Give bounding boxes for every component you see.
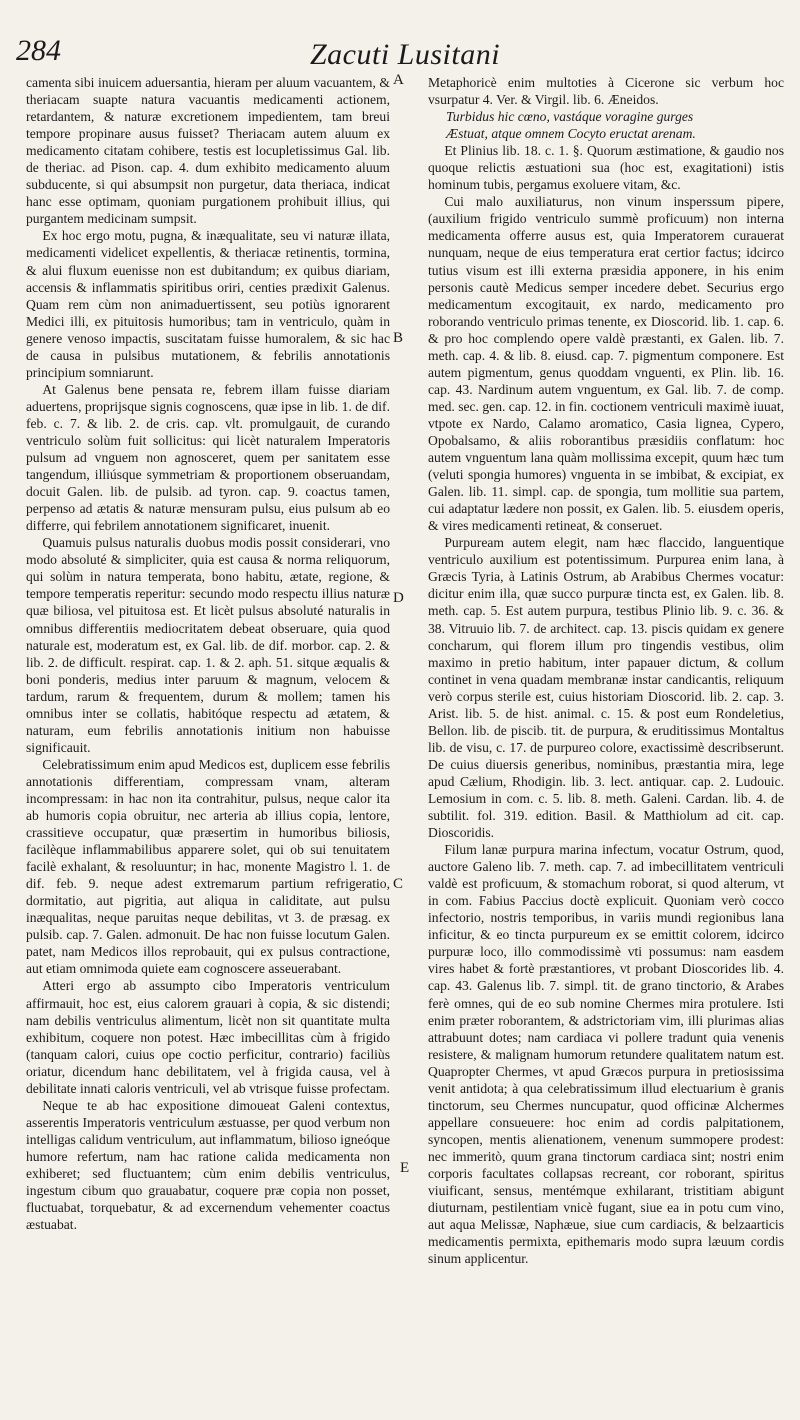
left-text-column [26,74,390,1414]
page-header [0,0,800,70]
left-paragraph: Quamuis pulsus naturalis duobus modis possit considerari, vno modo absoluté & simpliciter, quia est causa & norma reliquorum, qui solùm in natura temperata, bono habitu, ætate, regione, & tempore temperatis reperitur: secundo modo respectu illius naturæ quæ biliosa, vel pituitosa est. Et licèt pulsus absoluté naturalis in omnibus differentiis mediocritatem debeat obseruare, quia quod naturale est, moderatum est, ex Gal. lib. de dif. morbor. cap. 2. & lib. 2. de difficult. respirat. cap. 1. & 2. aph. 51. sitque æqualis & boni ponderis, medius inter paruum & magnum, velocem & tardum, rarum & frequentem, durum & mollem; tamen his omnibus inter se collatis, habitóque respectu ad ætatem, & naturam, eum febrilis annotationis initium non habuisse significauit. [26,535,390,755]
left-paragraph: Atteri ergo ab assumpto cibo Imperatoris ventriculum affirmauit, hoc est, eius calorem grauari à copia, & sic distendi; nam debilis ventriculus alimentum, licèt non sit quantitate multa exhibitum, coquere non potest. Hæc imbecillitas cùm à frigido (tanquam calori, cuius ope coctio perficitur, contrario) faciliùs oriatur, dicendum hanc debilitatem, vel à frigida causa, vel à debilitate innati caloris ventriculi, vel ab vtrisque fuisse profectam. [26,978,390,1096]
margin-letter-e: E [400,1160,410,1176]
right-paragraph: Metaphoricè enim multoties à Cicerone sic verbum hoc vsurpatur 4. Ver. & Virgil. lib. 6. Æneidos. [428,75,784,108]
margin-letter-a: A [393,72,404,88]
running-title: Zacuti Lusitani [310,38,501,71]
left-paragraph: At Galenus bene pensata re, febrem illam fuisse diariam aduertens, proprijsque signis cognoscens, quæ ipse in lib. 1. de dif. feb. c. 7. & lib. 2. de cris. cap. vlt. promulgauit, de curando ventriculo solùm fuit sollicitus: qui licèt naturalem Imperatoris pulsum ad vnguem non agnosceret, quem per sanitatem esse tangendum, illiúsque symmetriam & proportionem obseruandam, docuit Galen. lib. de pulsib. ad tyron. cap. 9. coactus tamen, perpenso ad ætatis & naturæ mensuram pulsu, eius pulsum ab eo differre, qui febrilem annotationem significaret, inuenit. [26,381,390,534]
right-paragraph: Cui malo auxiliaturus, non vinum insperssum pipere, (auxilium frigido ventriculo summè proficuum) non interna medicamenta offerre ausus est, quia Imperatorem curauerat nunquam, neque de eius temperatura erat certior factus; idcirco tutius visum est illi externa præsidia apponere, in his enim personis cautè Medicus semper incedere debet. Securius ergo medicamentum excogitauit, ex nardo, medicamento pro roborando ventriculo primas tenente, ex Dioscorid. lib. 1. cap. 6. & pro hoc complendo opere valdè præstanti, ex Galen. lib. 7. meth. cap. 4. & lib. 8. eiusd. cap. 7. pigmentum componere. Est autem pigmentum, genus quoddam vnguenti, ex Plin. lib. 16. cap. 43. Nardinum autem vnguentum, ex Gal. lib. 7. de comp. med. sec. gen. cap. 12. in fin. coctionem ventriculi maximè iuuat, vtpote ex Nardo, Calamo aromatico, Casia lignea, Cypero, Opobalsamo, & aliis roborantibus præsidiis conflatum: hoc autem vnguentum lana quàm mollissima excepit, quum hæc tum (veluti spongia humores) vnguenta in se imbibat, & excipiat, ex Galen. lib. 11. simpl. cap. de spongia, tum mollitie sua partem, cui adaptatur lædere non possit, ex Galen. lib. 5. eiusdem operis, & vires medicamenti retineat, & conseruet. [428,194,784,534]
left-paragraph: Neque te ab hac expositione dimoueat Galeni contextus, asserentis Imperatoris ventriculum æstuasse, per quod verbum non intelligas calidum ventriculum, aut inflammatum, bilioso igneóque humore refertum, nam hac ratione calida medicamenta non exhiberet; sed fluctuantem; cùm enim debilis ventriculus, ingestum cibum quo grauabatur, coquere præ copia non posset, fluctuabat, torquebatur, & ad excernendum vehementer coactus æstuabat. [26,1097,390,1233]
verse-line: Turbidus hic cœno, vastáque voragine gurges [446,109,694,125]
left-paragraph: Celebratissimum enim apud Medicos est, duplicem esse febrilis annotationis differentiam, compressam vnam, alteram incompressam: in hac non ita contrahitur, pulsus, neque calor ita ab humoris copia obruitur, nec arteria ab illius copia, lentore, crassitieve occupatur, quæ præsertim in humoribus biliosis, facilèque inflammabilibus apparere solet, qui ob sui tenuitatem facilè exhalant, & resoluuntur; in hac, monente Magistro l. 1. de dif. feb. 9. neque adest extremarum partium refrigeratio, dormitatio, aut pigritia, aut aliqua in caliditate, aut pulsu inæqualitas, neque paruitas neque debilitas, vt 3. de præsag. ex pulsib. cap. 7. Galen. admonuit. De hac non fuisse locutum Galen. patet, nam Medicos illos reprobauit, qui ex pulsus contractione, aut etiam omnimoda quiete eam cognoscere asseuerabant. [26,756,390,977]
left-paragraph: Ex hoc ergo motu, pugna, & inæqualitate, seu vi naturæ illata, medicamenti videlicet expellentis, & theriacæ retinentis, tormina, & alui fluxum euenisse non est dubitandum; ex quibus diariam, accensis & inflammatis spiritibus oriri, centies prædixit Galenus. Quam rem cùm non animaduertissent, seu potiùs ignorarent Medici illi, ex pituitosis humoribus; tam in ventriculo, quàm in genere venoso impactis, suscitatam fuisse humoralem, & sic hac de causa in pulsibus mutationem, & febrilis annotationis principium somniarunt. [26,228,390,380]
right-paragraph: Purpuream autem elegit, nam hæc flaccido, languentique ventriculo auxilium est potentissimum. Purpurea enim lana, à Græcis Tyria, à Latinis Ostrum, ab Arabibus Chermes vocatur: dicitur enim illa, quæ succo purpuræ tincta est, ex Galen. lib. 8. meth. cap. 5. Est autem purpura, testibus Plinio lib. 9. c. 36. & 38. Vitruuio lib. 7. de architect. cap. 13. piscis quidam ex genere concharum, qui florem illum pro tingendis vestibus, olim maximo in pretio habitum, inter papauer dictum, & collum continet in vena quadam membranæ instar candicantis, reliquum verò corpus sterile est, cuius historiam Dioscorid. lib. 2. cap. 3. Arist. lib. 5. de hist. animal. c. 15. & post eum Rondeletius, Bellon. lib. de piscib. tit. de purpura, & eruditissimus Montaltus lib. de visu, c. 17. de purpureo colore, exactissimè describserunt. De cuius diuersis generibus, nominibus, præstantia mira, lege apud Cælium, Rhodigin. lib. 3. lect. antiquar. cap. 2. Ludouic. Lemosium in com. c. 5. lib. 8. meth. Galeni. Cardan. lib. 4. de subtilit. fol. 319. edition. Basil. & Matthiolum ad cit. cap. Dioscoridis. [428,535,784,841]
margin-letter-c: C [393,876,404,892]
right-paragraph: Filum lanæ purpura marina infectum, vocatur Ostrum, quod, auctore Galeno lib. 7. meth. cap. 7. ad imbecillitatem ventriculi valdè est proficuum, & stomachum roborat, si quod alterum, vt in com. Fabius Paccius doctè explicuit. Quoniam verò cocco infectorio, nostris temporibus, in variis mundi regionibus lana inficitur, & eo tincta purpureum ex se emittit colorem, idcirco purpuræ loco, illo commodissimè vti possumus: nam easdem vires habet & fortè præstantiores, vt probant Dioscorides lib. 4. cap. 43. Galenus lib. 7. simpl. tit. de grano tinctorio, & Arabes ferè omnes, qui de eo sub nomine Chermes mira protulere. Isti enim præter roborantem, & adstrictoriam vim, illi plurimas alias attrabuunt dotes; nam cardiaca vi pollere tradunt quia venenis resistere, & malignam humorum retundere qualitatem natum est. Quapropter Chermes, vt apud Græcos purpura in pretiosissima venit antidota; à qua celebratissimum illud electuarium è granis tinctorum, seu Chermes nuncupatur, quod officinæ Alchermes appellare consueuere: hoc enim ad cordis palpitationem, syncopen, mentis alienationem, venenum summopere prodest: nec immeritò, quum grana tinctorum cardiaca sint; nostri enim corporis facultates collapsas recreant, cor roborant, spiritus viuificant, sensus, mentémque exhilarant, tristitiam abigunt diuturnam, pestilentiam vnicè fugant, siue ea in potu cum vino, aut aqua Melissæ, Naphæue, siue cum cardiacis, & belzaarticis medicamentis permixta, epithemaris modo supra læuum cordis sinum applicentur. [428,842,784,1267]
margin-letter-d: D [393,590,404,606]
page-number: 284 [16,34,61,67]
right-text-column [428,74,784,1414]
margin-letter-b: B [393,330,404,346]
right-paragraph: Et Plinius lib. 18. c. 1. §. Quorum æstimatione, & gaudio nos quoque relictis æstuationi sua (hoc est, exagitationi) istis hominum tubis, pergamus exoluere vitam, &c. [428,143,784,193]
left-paragraph: camenta sibi inuicem aduersantia, hieram per aluum vacuantem, & theriacam suapte natura vacuantis medicamenti actionem, retardantem, & naturæ excretionem impedientem, tam breui tempore propinare ausus fuisset? Theriacam autem aluum ex medicamento citatam cohibere, testis est locupletissimus Gal. lib. de theriac. ad Pison. cap. 4. dum exhibito medicamento aluum subducente, si qui absumpsit non purgetur, data theriaca, indicat hanc esse optimam, quoniam purgationem prohibuit illius, qui purgantem medicinam sumpsit. [26,75,390,227]
verse-line: Æstuat, atque omnem Cocyto eructat arenam. [446,126,696,142]
